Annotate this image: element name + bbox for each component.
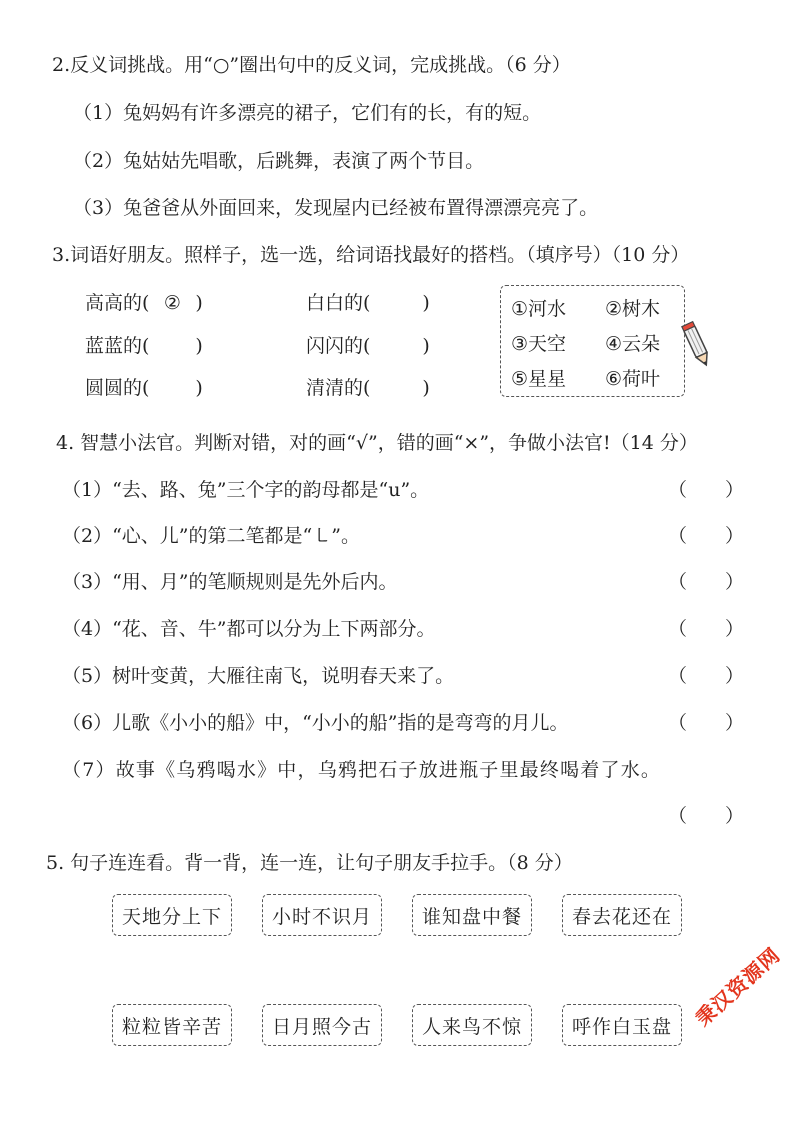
q4-item-7: （7）故事《乌鸦喝水》中，乌鸦把石子放进瓶子里最终喝着了水。: [62, 759, 662, 781]
q3-option-5: ⑤星星: [511, 368, 567, 390]
q3-option-2: ②树木: [605, 298, 661, 320]
q5-top-card-2[interactable]: 小时不识月: [262, 894, 382, 936]
q4-answer-3[interactable]: （ ）: [668, 571, 745, 593]
q3-left-2-word: 蓝蓝的(: [85, 335, 150, 357]
q3-left-1-close: ): [195, 292, 203, 314]
q3-option-1: ①河水: [511, 298, 567, 320]
q4-answer-6[interactable]: （ ）: [668, 712, 745, 734]
q3-options-box: [500, 285, 685, 397]
q5-bottom-card-3[interactable]: 人来鸟不惊: [412, 1004, 532, 1046]
q3-right-2-word: 闪闪的(: [306, 335, 371, 357]
q3-left-3-close: ): [195, 377, 203, 399]
watermark: 秉汉资源网: [690, 942, 785, 1031]
q3-right-1-close: ): [422, 292, 430, 314]
q3-right-3: [306, 373, 430, 400]
q4-item-5: （5）树叶变黄，大雁往南飞，说明春天来了。: [62, 665, 455, 687]
q4-item-6: （6）儿歌《小小的船》中，“小小的船”指的是弯弯的月儿。: [62, 712, 569, 734]
q3-right-1: [306, 288, 430, 315]
q2-item-2: （2）兔姑姑先唱歌，后跳舞，表演了两个节目。: [73, 150, 485, 172]
q3-option-4: ④云朵: [605, 333, 661, 355]
q2-item-1: （1）兔妈妈有许多漂亮的裙子，它们有的长，有的短。: [73, 102, 542, 124]
q5-bottom-card-4[interactable]: 呼作白玉盘: [562, 1004, 682, 1046]
q4-answer-7[interactable]: （ ）: [668, 805, 745, 827]
q3-right-3-word: 清清的(: [306, 377, 371, 399]
q4-item-4: （4）“花、音、牛”都可以分为上下两部分。: [62, 618, 436, 640]
q5-top-card-1[interactable]: 天地分上下: [112, 894, 232, 936]
q3-title: 3.词语好朋友。照样子，选一选，给词语找最好的搭档。（填序号）（10 分）: [52, 244, 690, 266]
q5-top-card-3[interactable]: 谁知盘中餐: [412, 894, 532, 936]
q3-right-2-close: ): [422, 335, 430, 357]
q3-left-1-answer[interactable]: ②: [163, 292, 181, 314]
q5-bottom-card-1[interactable]: 粒粒皆辛苦: [112, 1004, 232, 1046]
q4-answer-4[interactable]: （ ）: [668, 618, 745, 640]
q5-top-card-4[interactable]: 春去花还在: [562, 894, 682, 936]
q3-option-6: ⑥荷叶: [605, 368, 661, 390]
q4-item-2: （2）“心、儿”的第二笔都是“㇄”。: [62, 525, 360, 547]
q3-left-1-word: 高高的(: [85, 292, 150, 314]
pencil-icon: [680, 320, 714, 370]
q4-item-3: （3）“用、月”的笔顺规则是先外后内。: [62, 571, 398, 593]
q3-right-1-word: 白白的(: [306, 292, 371, 314]
q3-left-1: [85, 288, 203, 315]
q4-title: 4. 智慧小法官。判断对错，对的画“√”，错的画“×”，争做小法官!（14 分）: [56, 432, 698, 454]
q3-right-2: [306, 331, 430, 358]
q4-answer-2[interactable]: （ ）: [668, 525, 745, 547]
q3-left-2-close: ): [195, 335, 203, 357]
q3-option-3: ③天空: [511, 333, 567, 355]
q3-left-3-word: 圆圆的(: [85, 377, 150, 399]
q5-bottom-card-2[interactable]: 日月照今古: [262, 1004, 382, 1046]
q5-title: 5. 句子连连看。背一背，连一连，让句子朋友手拉手。（8 分）: [46, 852, 573, 874]
q4-answer-5[interactable]: （ ）: [668, 665, 745, 687]
q3-right-3-close: ): [422, 377, 430, 399]
q2-title: 2.反义词挑战。用“○”圈出句中的反义词，完成挑战。（6 分）: [52, 54, 571, 76]
q4-item-1: （1）“去、路、兔”三个字的韵母都是“u”。: [62, 479, 430, 501]
q3-left-3: [85, 373, 203, 400]
q2-item-3: （3）兔爸爸从外面回来，发现屋内已经被布置得漂漂亮亮了。: [73, 197, 599, 219]
q4-answer-1[interactable]: （ ）: [668, 479, 745, 501]
q3-left-2: [85, 331, 203, 358]
